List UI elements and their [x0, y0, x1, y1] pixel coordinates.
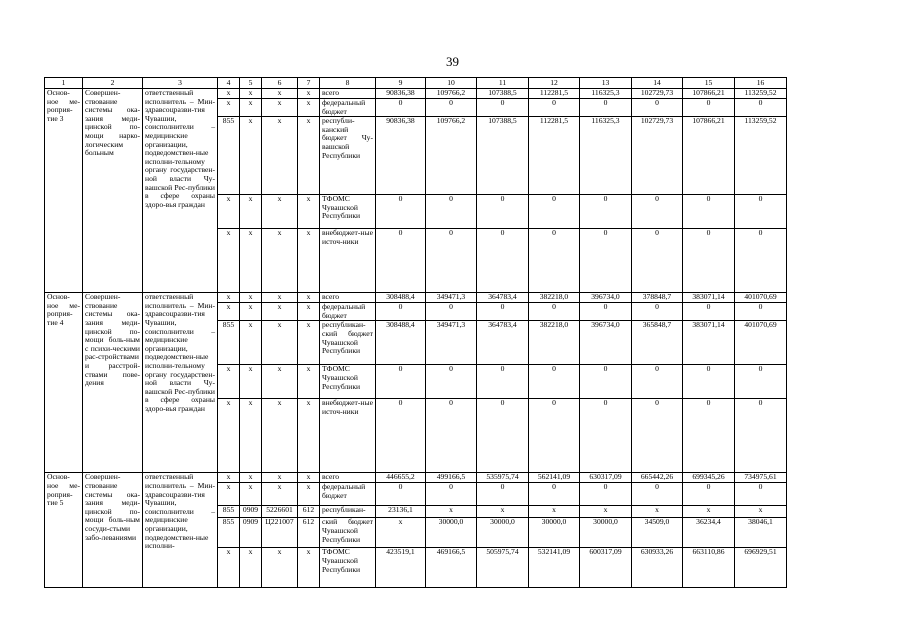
- value-cell: 0: [683, 483, 735, 506]
- value-cell: 0: [477, 195, 529, 229]
- value-cell: 383071,14: [683, 293, 735, 303]
- value-cell: 0: [632, 483, 683, 506]
- value-cell: 0: [426, 99, 477, 117]
- value-cell: 469166,5: [426, 548, 477, 588]
- value-cell: 30000,0: [477, 518, 529, 548]
- responsible-cell: ответственный исполнитель – Мин-здравсоцразви-тия Чувашии, соисполнители – медицинские организации, подведомствен-ные исполни-тельному органу государствен-ной власти Чу-вашской Рес-публики в сфере охраны здоро-вья граждан: [143, 89, 218, 293]
- code-cell: x: [298, 293, 320, 303]
- column-header: 10: [426, 78, 477, 89]
- value-cell: x: [580, 506, 632, 518]
- value-cell: 90836,38: [376, 89, 426, 99]
- value-cell: 364783,4: [477, 321, 529, 365]
- value-cell: 30000,0: [426, 518, 477, 548]
- value-cell: 0: [529, 303, 580, 321]
- value-cell: 0: [735, 303, 787, 321]
- value-cell: 0: [426, 365, 477, 399]
- code-cell: x: [218, 99, 240, 117]
- value-cell: 663110,86: [683, 548, 735, 588]
- value-cell: x: [376, 518, 426, 548]
- value-cell: 30000,0: [529, 518, 580, 548]
- value-cell: 30000,0: [580, 518, 632, 548]
- code-cell: 0909: [240, 506, 262, 518]
- value-cell: 505975,74: [477, 548, 529, 588]
- table-row: [45, 473, 787, 483]
- code-cell: x: [218, 303, 240, 321]
- value-cell: 499166,5: [426, 473, 477, 483]
- source-cell: внебюджет-ные источ-ники: [320, 399, 376, 473]
- value-cell: 532141,09: [529, 548, 580, 588]
- value-cell: 107388,5: [477, 89, 529, 99]
- value-cell: 0: [426, 229, 477, 293]
- value-cell: x: [477, 506, 529, 518]
- code-cell: x: [298, 483, 320, 506]
- code-cell: 855: [218, 321, 240, 365]
- column-header: 5: [240, 78, 262, 89]
- code-cell: x: [240, 99, 262, 117]
- event-cell: Основ-ное ме-роприя-тие 4: [45, 293, 83, 473]
- code-cell: x: [240, 473, 262, 483]
- value-cell: 734975,61: [735, 473, 787, 483]
- source-cell: ТФОМС Чувашской Республики: [320, 548, 376, 588]
- code-cell: x: [218, 473, 240, 483]
- code-cell: x: [262, 89, 298, 99]
- value-cell: 36234,4: [683, 518, 735, 548]
- value-cell: 364783,4: [477, 293, 529, 303]
- code-cell: x: [262, 195, 298, 229]
- value-cell: 116325,3: [580, 89, 632, 99]
- value-cell: 423519,1: [376, 548, 426, 588]
- source-cell: внебюджет-ные источ-ники: [320, 229, 376, 293]
- value-cell: x: [735, 506, 787, 518]
- code-cell: 855: [218, 506, 240, 518]
- value-cell: 90836,38: [376, 117, 426, 195]
- value-cell: 0: [376, 229, 426, 293]
- value-cell: 0: [426, 483, 477, 506]
- value-cell: 0: [477, 303, 529, 321]
- code-cell: x: [262, 473, 298, 483]
- code-cell: x: [240, 548, 262, 588]
- value-cell: 0: [376, 399, 426, 473]
- code-cell: x: [262, 365, 298, 399]
- column-header: 4: [218, 78, 240, 89]
- value-cell: 349471,3: [426, 293, 477, 303]
- code-cell: x: [218, 548, 240, 588]
- code-cell: x: [298, 89, 320, 99]
- table-row: [45, 89, 787, 99]
- value-cell: 382218,0: [529, 293, 580, 303]
- source-cell: всего: [320, 473, 376, 483]
- code-cell: x: [262, 483, 298, 506]
- column-header: 1: [45, 78, 83, 89]
- code-cell: x: [262, 548, 298, 588]
- value-cell: 396734,0: [580, 293, 632, 303]
- name-cell: Совершен-ствование системы ока-зания меди-цинской по-мощи нарко-логическим больным: [83, 89, 143, 293]
- code-cell: x: [218, 229, 240, 293]
- value-cell: 600317,09: [580, 548, 632, 588]
- column-header: 14: [632, 78, 683, 89]
- value-cell: 0: [376, 195, 426, 229]
- value-cell: 630317,09: [580, 473, 632, 483]
- value-cell: 696929,51: [735, 548, 787, 588]
- value-cell: 535975,74: [477, 473, 529, 483]
- source-cell: ТФОМС Чувашской Республики: [320, 365, 376, 399]
- value-cell: 116325,3: [580, 117, 632, 195]
- code-cell: x: [262, 293, 298, 303]
- column-header: 8: [320, 78, 376, 89]
- value-cell: 0: [632, 303, 683, 321]
- value-cell: 0: [426, 195, 477, 229]
- code-cell: x: [262, 303, 298, 321]
- code-cell: x: [262, 399, 298, 473]
- value-cell: 0: [632, 99, 683, 117]
- value-cell: 0: [632, 365, 683, 399]
- value-cell: 107866,21: [683, 89, 735, 99]
- value-cell: 0: [580, 229, 632, 293]
- source-cell: республи-канский бюджет Чу-вашской Республики: [320, 117, 376, 195]
- value-cell: x: [529, 506, 580, 518]
- source-cell: всего: [320, 293, 376, 303]
- code-cell: 855: [218, 518, 240, 548]
- header-row: [45, 78, 787, 89]
- value-cell: 0: [426, 399, 477, 473]
- code-cell: x: [298, 321, 320, 365]
- value-cell: 0: [683, 399, 735, 473]
- table-row: [45, 293, 787, 303]
- value-cell: x: [683, 506, 735, 518]
- code-cell: x: [298, 365, 320, 399]
- value-cell: 665442,26: [632, 473, 683, 483]
- value-cell: 0: [529, 195, 580, 229]
- value-cell: 112281,5: [529, 89, 580, 99]
- code-cell: 855: [218, 117, 240, 195]
- code-cell: 612: [298, 518, 320, 548]
- code-cell: x: [262, 99, 298, 117]
- value-cell: 0: [632, 195, 683, 229]
- value-cell: 0: [683, 229, 735, 293]
- value-cell: 109766,2: [426, 117, 477, 195]
- code-cell: x: [298, 229, 320, 293]
- source-cell: всего: [320, 89, 376, 99]
- value-cell: 0: [376, 99, 426, 117]
- value-cell: 0: [529, 229, 580, 293]
- value-cell: 0: [376, 483, 426, 506]
- event-cell: Основ-ное ме-роприя-тие 5: [45, 473, 83, 588]
- code-cell: x: [298, 303, 320, 321]
- value-cell: 113259,52: [735, 117, 787, 195]
- code-cell: 0909: [240, 518, 262, 548]
- value-cell: 23136,1: [376, 506, 426, 518]
- value-cell: 378848,7: [632, 293, 683, 303]
- code-cell: x: [240, 89, 262, 99]
- value-cell: 0: [426, 303, 477, 321]
- value-cell: 383071,14: [683, 321, 735, 365]
- value-cell: 0: [683, 195, 735, 229]
- code-cell: x: [298, 195, 320, 229]
- column-header: 2: [83, 78, 143, 89]
- value-cell: 382218,0: [529, 321, 580, 365]
- value-cell: 0: [580, 399, 632, 473]
- code-cell: x: [298, 473, 320, 483]
- name-cell: Совершен-ствование системы ока-зания меди-цинской по-мощи боль-ным сосуди-стыми забо-леваниями: [83, 473, 143, 588]
- value-cell: 630933,26: [632, 548, 683, 588]
- source-cell: федеральный бюджет: [320, 99, 376, 117]
- column-header: 12: [529, 78, 580, 89]
- responsible-cell: ответственный исполнитель – Мин-здравсоцразви-тия Чувашии, соисполнители – медицинские организации, подведомствен-ные исполни-: [143, 473, 218, 588]
- value-cell: 0: [477, 365, 529, 399]
- code-cell: x: [240, 303, 262, 321]
- column-header: 9: [376, 78, 426, 89]
- source-cell: федеральный бюджет: [320, 483, 376, 506]
- value-cell: 401070,69: [735, 321, 787, 365]
- code-cell: Ц221007: [262, 518, 298, 548]
- value-cell: 0: [683, 365, 735, 399]
- code-cell: 612: [298, 506, 320, 518]
- value-cell: 0: [735, 483, 787, 506]
- value-cell: 0: [580, 99, 632, 117]
- value-cell: 107866,21: [683, 117, 735, 195]
- code-cell: x: [240, 399, 262, 473]
- code-cell: x: [218, 365, 240, 399]
- value-cell: x: [632, 506, 683, 518]
- value-cell: 0: [529, 99, 580, 117]
- value-cell: 0: [376, 365, 426, 399]
- column-header: 11: [477, 78, 529, 89]
- value-cell: 562141,09: [529, 473, 580, 483]
- code-cell: x: [240, 483, 262, 506]
- source-cell: республикан-ский бюджет Чувашской Республики: [320, 321, 376, 365]
- code-cell: x: [262, 229, 298, 293]
- value-cell: 349471,3: [426, 321, 477, 365]
- code-cell: x: [240, 229, 262, 293]
- value-cell: 0: [735, 195, 787, 229]
- value-cell: 446655,2: [376, 473, 426, 483]
- code-cell: x: [240, 365, 262, 399]
- column-header: 15: [683, 78, 735, 89]
- code-cell: x: [262, 117, 298, 195]
- code-cell: x: [298, 99, 320, 117]
- code-cell: x: [240, 117, 262, 195]
- value-cell: 0: [529, 399, 580, 473]
- value-cell: 308488,4: [376, 293, 426, 303]
- source-cell: ТФОМС Чувашской Республики: [320, 195, 376, 229]
- value-cell: 0: [477, 399, 529, 473]
- code-cell: x: [218, 399, 240, 473]
- value-cell: 0: [477, 483, 529, 506]
- code-cell: x: [298, 548, 320, 588]
- source-cell: ский бюджет Чувашской Республики: [320, 518, 376, 548]
- value-cell: 396734,0: [580, 321, 632, 365]
- name-cell: Совершен-ствование системы ока-зания меди-цинской по-мощи боль-ным с психи-ческими рас-стройствами и расстрой-ствами пове-дения: [83, 293, 143, 473]
- value-cell: 365848,7: [632, 321, 683, 365]
- value-cell: 102729,73: [632, 117, 683, 195]
- code-cell: x: [240, 321, 262, 365]
- code-cell: x: [218, 195, 240, 229]
- code-cell: x: [298, 399, 320, 473]
- value-cell: 0: [529, 365, 580, 399]
- code-cell: x: [218, 293, 240, 303]
- column-header: 7: [298, 78, 320, 89]
- value-cell: 112281,5: [529, 117, 580, 195]
- event-cell: Основ-ное ме-роприя-тие 3: [45, 89, 83, 293]
- value-cell: 0: [632, 229, 683, 293]
- value-cell: 0: [529, 483, 580, 506]
- column-header: 16: [735, 78, 787, 89]
- value-cell: 0: [580, 303, 632, 321]
- budget-table: [44, 77, 787, 588]
- value-cell: 0: [632, 399, 683, 473]
- value-cell: 0: [580, 483, 632, 506]
- source-cell: республикан-: [320, 506, 376, 518]
- value-cell: 0: [580, 195, 632, 229]
- value-cell: 0: [580, 365, 632, 399]
- code-cell: x: [218, 483, 240, 506]
- value-cell: 107388,5: [477, 117, 529, 195]
- column-header: 13: [580, 78, 632, 89]
- value-cell: 0: [376, 303, 426, 321]
- code-cell: x: [218, 89, 240, 99]
- value-cell: 0: [735, 365, 787, 399]
- value-cell: 0: [735, 99, 787, 117]
- value-cell: 0: [477, 99, 529, 117]
- value-cell: 113259,52: [735, 89, 787, 99]
- value-cell: 0: [683, 99, 735, 117]
- value-cell: 699345,26: [683, 473, 735, 483]
- value-cell: 0: [735, 399, 787, 473]
- code-cell: 5226601: [262, 506, 298, 518]
- value-cell: 308488,4: [376, 321, 426, 365]
- value-cell: 0: [683, 303, 735, 321]
- value-cell: 38046,1: [735, 518, 787, 548]
- code-cell: x: [262, 321, 298, 365]
- value-cell: 401070,69: [735, 293, 787, 303]
- page-number: 39: [446, 54, 459, 69]
- responsible-cell: ответственный исполнитель – Мин-здравсоцразви-тия Чувашии, соисполнители – медицинские организации, подведомствен-ные исполни-тельному органу государствен-ной власти Чу-вашской Рес-публики в сфере охраны здоро-вья граждан: [143, 293, 218, 473]
- value-cell: 109766,2: [426, 89, 477, 99]
- column-header: 6: [262, 78, 298, 89]
- code-cell: x: [240, 195, 262, 229]
- source-cell: федеральный бюджет: [320, 303, 376, 321]
- value-cell: 34509,0: [632, 518, 683, 548]
- value-cell: x: [426, 506, 477, 518]
- value-cell: 0: [477, 229, 529, 293]
- code-cell: x: [240, 293, 262, 303]
- column-header: 3: [143, 78, 218, 89]
- value-cell: 0: [735, 229, 787, 293]
- code-cell: x: [298, 117, 320, 195]
- value-cell: 102729,73: [632, 89, 683, 99]
